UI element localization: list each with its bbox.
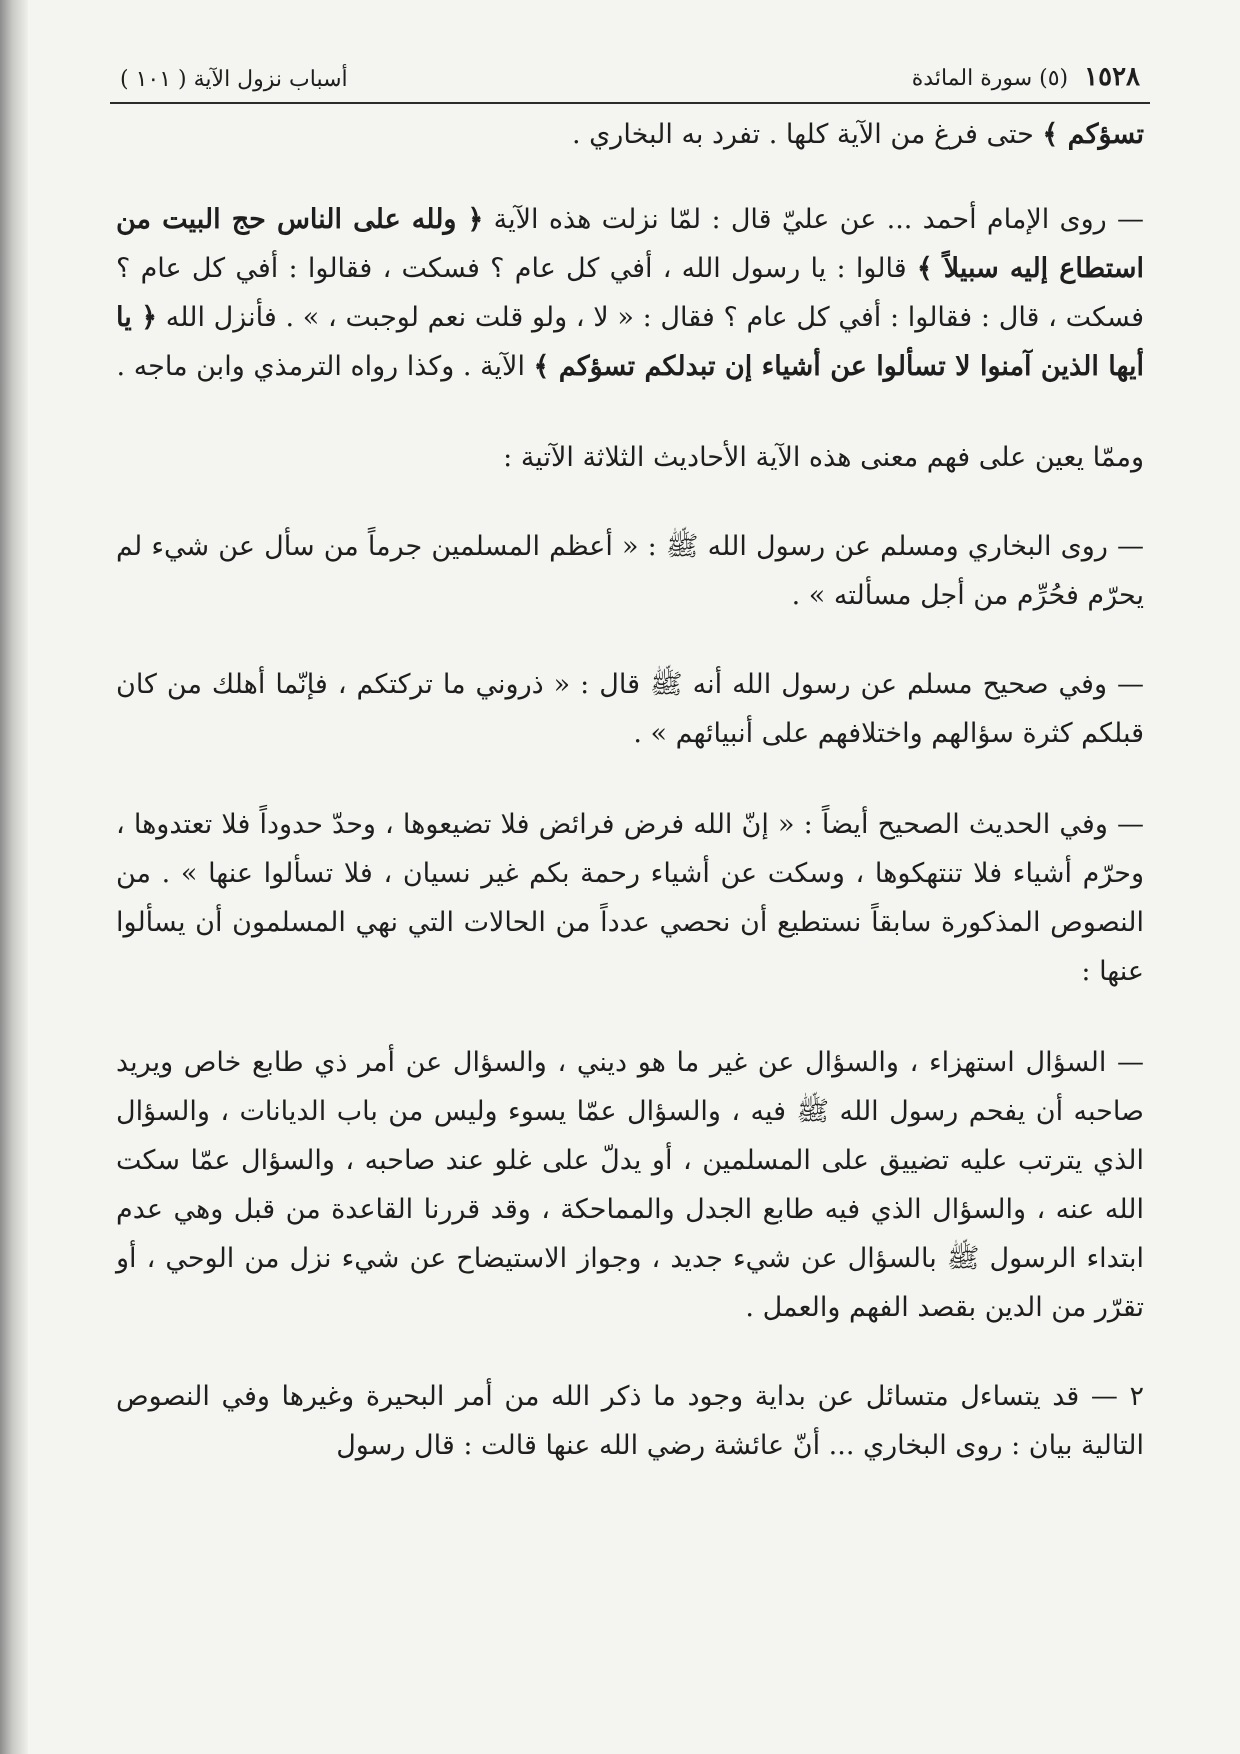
text-run: — روى البخاري ومسلم عن رسول الله ﷺ : « أعظم المسلمين جرماً من سأل عن شيء لم يحرّم فحُرِّم من أجل مسألته » . [116,531,1144,611]
running-header [110,62,1150,104]
text-run: قالوا : يا رسول الله ، أفي كل عام ؟ فسكت ، فقالوا : أفي كل عام ؟ فسكت ، قال : فقالوا : أفي كل عام ؟ فقال : « لا ، ولو قلت نعم لوجبت ، » . فأنزل الله [116,253,1145,333]
paragraph [116,522,1144,620]
page-body [110,104,1150,1470]
header-right [912,62,1140,92]
text-run: حتى فرغ من الآية كلها . تفرد به البخاري . [572,119,1043,150]
text-run: — وفي صحيح مسلم عن رسول الله أنه ﷺ قال : « ذروني ما تركتكم ، فإنّما أهلك من كان قبلكم كثرة سؤالهم واختلافهم على أنبيائهم » . [116,669,1144,749]
paragraph [116,1038,1144,1332]
text-run: وممّا يعين على فهم معنى هذه الآية الأحاديث الثلاثة الآتية : [503,442,1144,473]
paragraph [116,433,1144,482]
quran-verse: ﴿ يا أيها الذين آمنوا لا تسألوا عن أشياء إن تبدلكم تسؤكم ﴾ [116,302,1144,382]
quran-verse: تسؤكم ﴾ [1042,119,1144,150]
quran-verse: ﴿ ولله على الناس حج البيت من استطاع إليه سبيلاً ﴾ [116,204,1144,284]
book-page [110,62,1150,1470]
scan-shadow-edge [0,0,28,1754]
text-run: الآية . وكذا رواه الترمذي وابن ماجه . [116,351,534,382]
topic-title: أسباب نزول الآية ( ١٠١ ) [120,67,348,92]
paragraph [116,1372,1144,1470]
text-run: ٢ — قد يتساءل متسائل عن بداية وجود ما ذكر الله من أمر البحيرة وغيرها وفي النصوص التالية بيان : روى البخاري ... أنّ عائشة رضي الله عنها قالت : قال رسول [116,1381,1144,1461]
text-run: — وفي الحديث الصحيح أيضاً : « إنّ الله فرض فرائض فلا تضيعوها ، وحدّ حدوداً فلا تعتدوها ، وحرّم أشياء فلا تنتهكوها ، وسكت عن أشياء رحمة بكم غير نسيان ، فلا تسألوا عنها » . من النصوص المذكورة سابقاً نستطيع أن نحصي عدداً من الحالات التي نهي المسلمون أن يسألوا عنها : [116,809,1144,987]
text-run: — السؤال استهزاء ، والسؤال عن غير ما هو ديني ، والسؤال عن أمر ذي طابع خاص ويريد صاحبه أن يفحم رسول الله ﷺ فيه ، والسؤال عمّا يسوء وليس من باب الديانات ، والسؤال الذي يترتب عليه تضييق على المسلمين ، أو يدلّ على غلو عند صاحبه ، والسؤال عمّا سكت الله عنه ، والسؤال الذي فيه طابع الجدل والمماحكة ، وقد قررنا القاعدة من قبل وهي عدم ابتداء الرسول ﷺ بالسؤال عن شيء جديد ، وجواز الاستيضاح عن شيء نزل من الوحي ، أو تقرّر من الدين بقصد الفهم والعمل . [116,1047,1144,1323]
surah-title: (٥) سورة المائدة [911,66,1069,91]
paragraph [116,800,1144,996]
paragraph [116,660,1144,758]
text-run: — روى الإمام أحمد ... عن عليّ قال : لمّا نزلت هذه الآية [483,204,1144,235]
page-number: ١٥٢٨ [1084,62,1140,92]
paragraph [116,110,1144,159]
paragraph [116,195,1144,391]
